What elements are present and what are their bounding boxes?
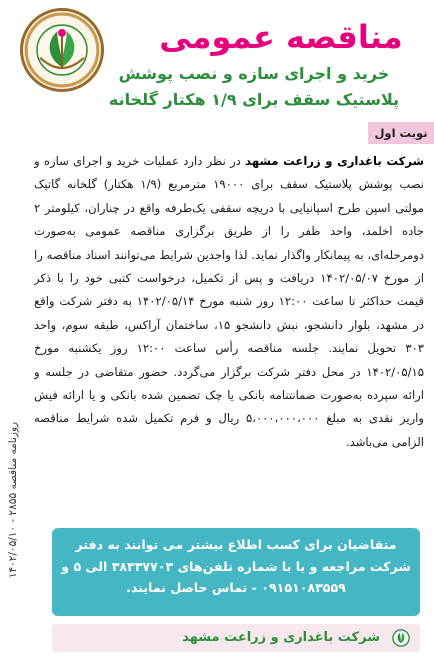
contact-line-3: ۰۹۱۵۱۰۸۳۵۵۹ - تماس حاصل نمایند. (126, 580, 346, 595)
newspaper-side-strip (0, 350, 26, 650)
notice-body-text: در نظر دارد عملیات خرید و اجرای سازه و نصب پوشش پلاستیک سقف برای ۱۹۰۰۰ مترمربع (۱/۹ هکتار) گلخانه گاتیک مولتی اسپن طرح اسپانیایی با دریچه سقفی یک‌طرفه واقع در چناران، کیلومتر ۲ جاده اخلمد، واحد ظفر را از طریق برگزاری مناقصه عمومی به‌صورت دومرحله‌ای، به پیمانکار واگذار نماید. لذا واجدین شرایط می‌توانند اسناد مناقصه را از مورخ ۱۴۰۲/۰۵/۰۷ دریافت و پس از تکمیل، درخواست کتبی خود را با ذکر قیمت حداکثر تا ساعت ۱۲:۰۰ روز شنبه مورخ ۱۴۰۲/۰۵/۱۴ به دفتر شرکت واقع در مشهد، بلوار دانشجو، نبش دانشجو ۱۵، ساختمان آراکس، طبقه سوم، واحد ۳۰۳ تحویل نمایند. جلسه مناقصه رأس ساعت ۱۲:۰۰ روز یکشنبه مورخ ۱۴۰۲/۰۵/۱۵ در محل دفتر شرکت برگزار می‌گردد. حضور متقاضی در جلسه و ارائه سپرده به‌صورت ضمانتنامه بانکی یا چک تضمین شده بانکی و یا ارائه فیش واریز نقدی به مبلغ ۵،۰۰۰،۰۰۰،۰۰۰ ریال و فرم تکمیل شده شرایط مناقصه الزامی می‌باشد. (34, 154, 424, 449)
contact-line-2: شرکت مراجعه و یا با شماره تلفن‌های ۳۸۳۳۷۷۰۳ الی ۵ و (61, 558, 411, 574)
round-badge: نوبت اول (368, 122, 434, 144)
notice-subtitle-line1: خرید و اجرای سازه و نصب پوشش (118, 64, 390, 83)
newspaper-issue-label: روزنامه مناقصه ۲۸۵۵ - ۱۴۰۲/۰۵/۱۰ (7, 421, 19, 579)
footer-organization-label: شرکت باغداری و زراعت مشهد (182, 630, 380, 645)
leaf-emblem-icon (392, 629, 410, 647)
agriculture-organization-emblem-icon (20, 8, 104, 92)
notice-title: مناقصه عمومی (159, 18, 403, 56)
contact-line-1: متقاضیان برای کسب اطلاع بیشتر می توانند به دفتر (75, 537, 397, 552)
footer-bar (52, 624, 420, 652)
contact-box (52, 528, 420, 616)
organization-name: شرکت باغداری و زراعت مشهد (245, 154, 424, 168)
notice-body (34, 150, 424, 522)
notice-subtitle-line2: پلاستیک سقف برای ۱/۹ هکتار گلخانه (108, 90, 400, 109)
